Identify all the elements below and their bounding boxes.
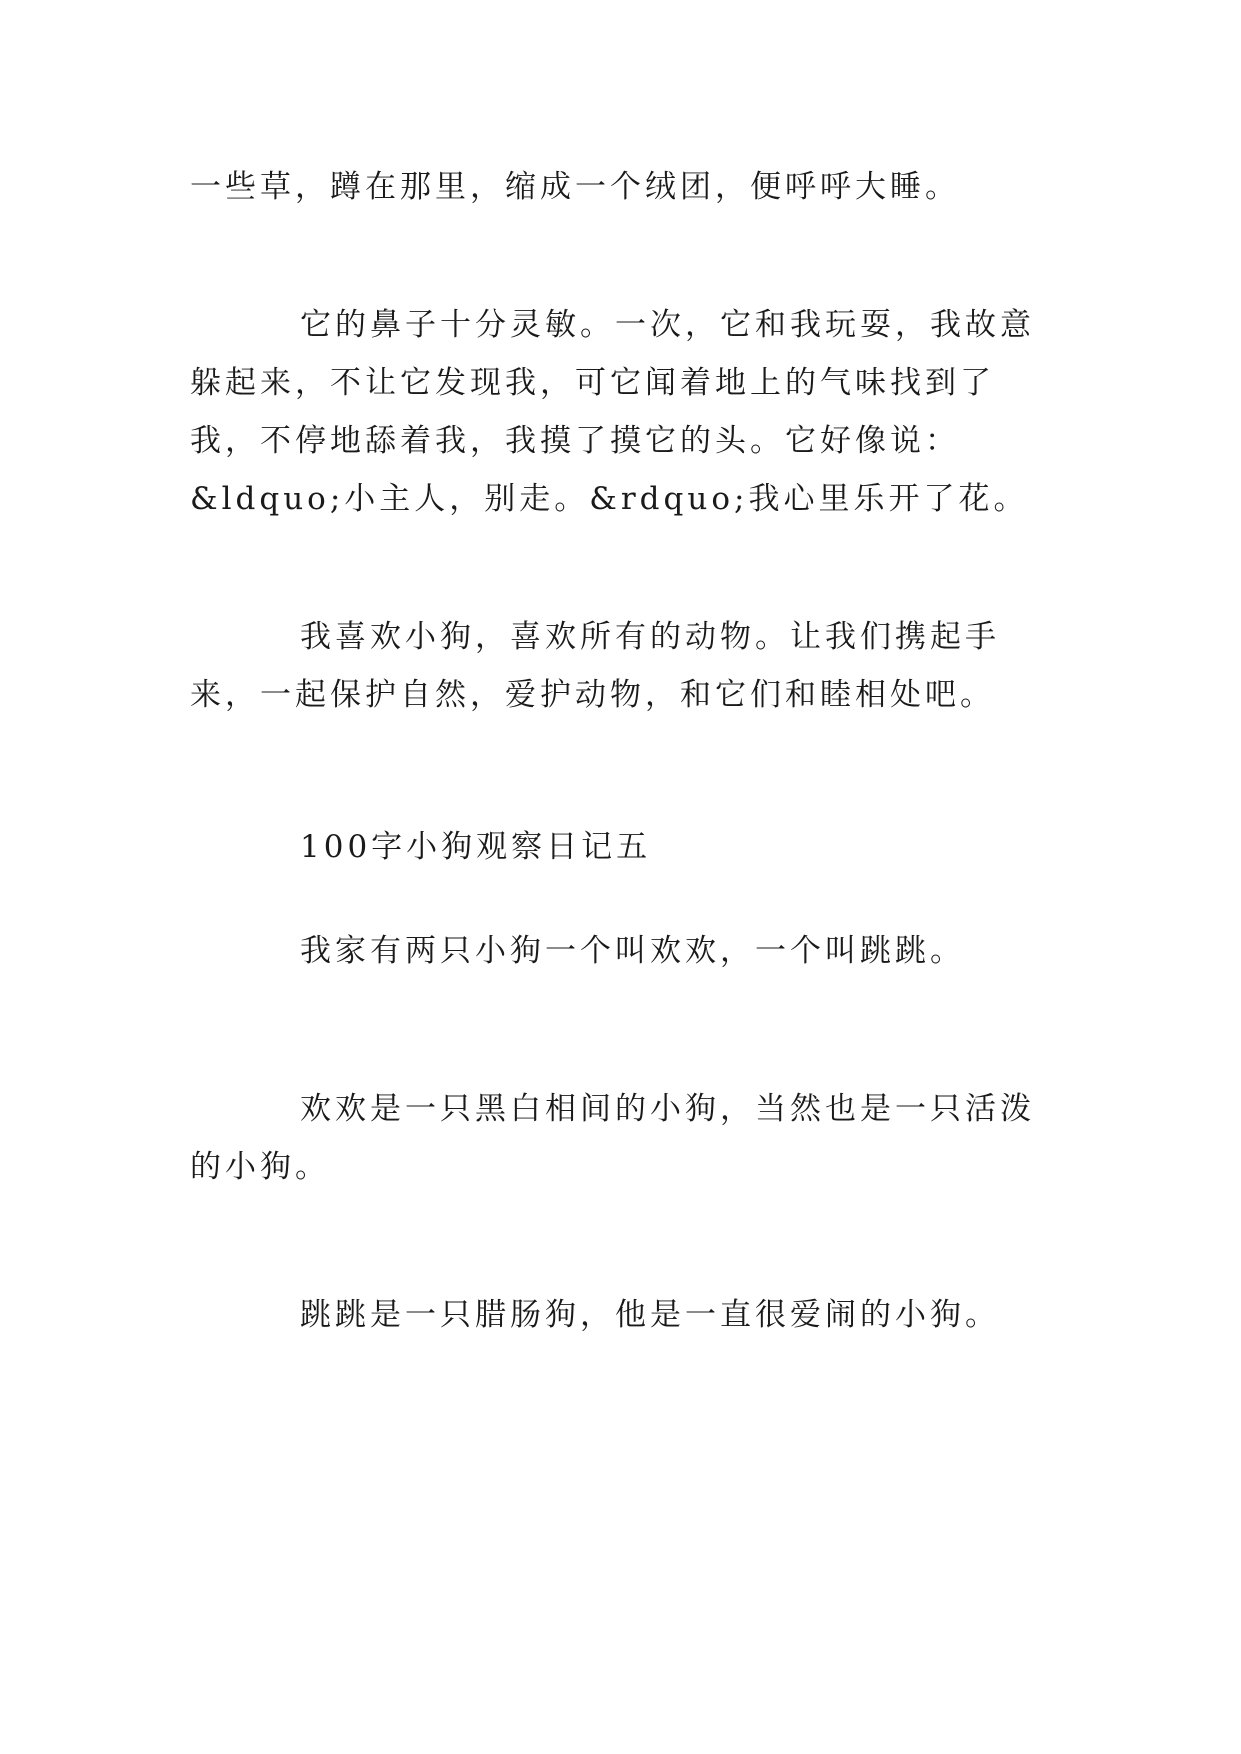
paragraph-huanhuan: 欢欢是一只黑白相间的小狗，当然也是一只活泼的小狗。	[190, 1091, 1035, 1185]
paragraph-nose: 它的鼻子十分灵敏。一次，它和我玩耍，我故意躲起来，不让它发现我，可它闻着地上的气味找到了我，不停地舔着我，我摸了摸它的头。它好像说：&ldquo;小主人，别走。&rdquo;我心里乐开了花。	[190, 307, 1035, 517]
section-heading: 100字小狗观察日记五	[300, 829, 652, 865]
paragraph-tiaotiao: 跳跳是一只腊肠狗，他是一直很爱闹的小狗。	[300, 1297, 1000, 1333]
paragraph-conclusion: 我喜欢小狗，喜欢所有的动物。让我们携起手来，一起保护自然，爱护动物，和它们和睦相处吧。	[190, 619, 1000, 713]
paragraph-two-dogs: 我家有两只小狗一个叫欢欢，一个叫跳跳。	[300, 933, 965, 969]
paragraph-continued: 一些草，蹲在那里，缩成一个绒团，便呼呼大睡。	[190, 169, 960, 205]
